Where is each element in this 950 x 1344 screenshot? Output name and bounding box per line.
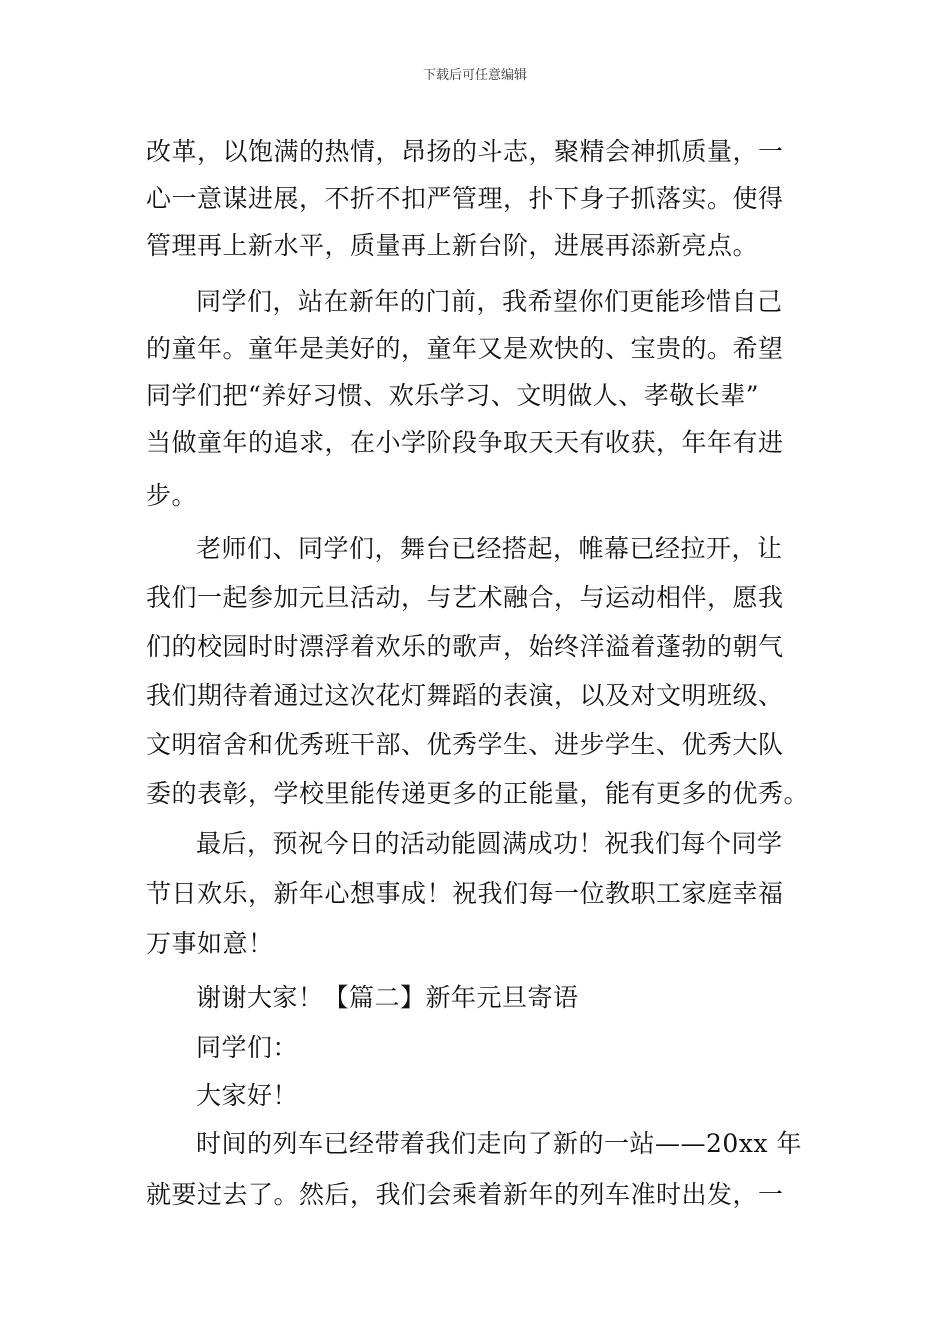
text-line: 当做童年的追求，在小学阶段争取天天有收获，年年有进 bbox=[146, 428, 784, 457]
text-line: 我们期待着通过这次花灯舞蹈的表演，以及对文明班级、 bbox=[146, 681, 784, 710]
page-header: 下载后可任意编辑 bbox=[422, 68, 527, 83]
text-line: 步。 bbox=[146, 481, 198, 510]
text-line: 委的表彰，学校里能传递更多的正能量，能有更多的优秀。 bbox=[146, 779, 810, 808]
text-line: 就要过去了。然后，我们会乘着新年的列车准时出发，一 bbox=[146, 1180, 784, 1209]
text-line: 文明宿舍和优秀班干部、优秀学生、进步学生、优秀大队 bbox=[146, 730, 784, 759]
text-line: 同学们把“养好习惯、欢乐学习、文明做人、孝敬长辈” bbox=[146, 381, 760, 410]
text-line: 同学们： bbox=[196, 1033, 299, 1062]
text-line: 万事如意！ bbox=[146, 929, 274, 958]
text-line: 同学们，站在新年的门前，我希望你们更能珍惜自己 bbox=[196, 287, 783, 316]
text-line: 最后，预祝今日的活动能圆满成功！祝我们每个同学 bbox=[196, 829, 783, 858]
text-line: 节日欢乐，新年心想事成！祝我们每一位教职工家庭幸福 bbox=[146, 879, 784, 908]
text-line: 管理再上新水平，质量再上新台阶，进展再添新亮点。 bbox=[146, 231, 759, 260]
text-line: 的童年。童年是美好的，童年又是欢快的、宝贵的。希望 bbox=[146, 334, 784, 363]
text-line: 们的校园时时漂浮着欢乐的歌声，始终洋溢着蓬勃的朝气 bbox=[146, 632, 784, 661]
text-line: 时间的列车已经带着我们走向了新的一站——20xx 年 bbox=[196, 1129, 802, 1158]
text-line: 改革，以饱满的热情，昂扬的斗志，聚精会神抓质量，一 bbox=[146, 137, 784, 166]
text-line: 大家好！ bbox=[196, 1081, 299, 1110]
text-line: 我们一起参加元旦活动，与艺术融合，与运动相伴，愿我 bbox=[146, 583, 784, 612]
text-line: 心一意谋进展，不折不扣严管理，扑下身子抓落实。使得 bbox=[146, 184, 784, 213]
text-line: 谢谢大家！【篇二】新年元旦寄语 bbox=[196, 983, 579, 1012]
text-line: 老师们、同学们，舞台已经搭起，帷幕已经拉开，让 bbox=[196, 534, 783, 563]
